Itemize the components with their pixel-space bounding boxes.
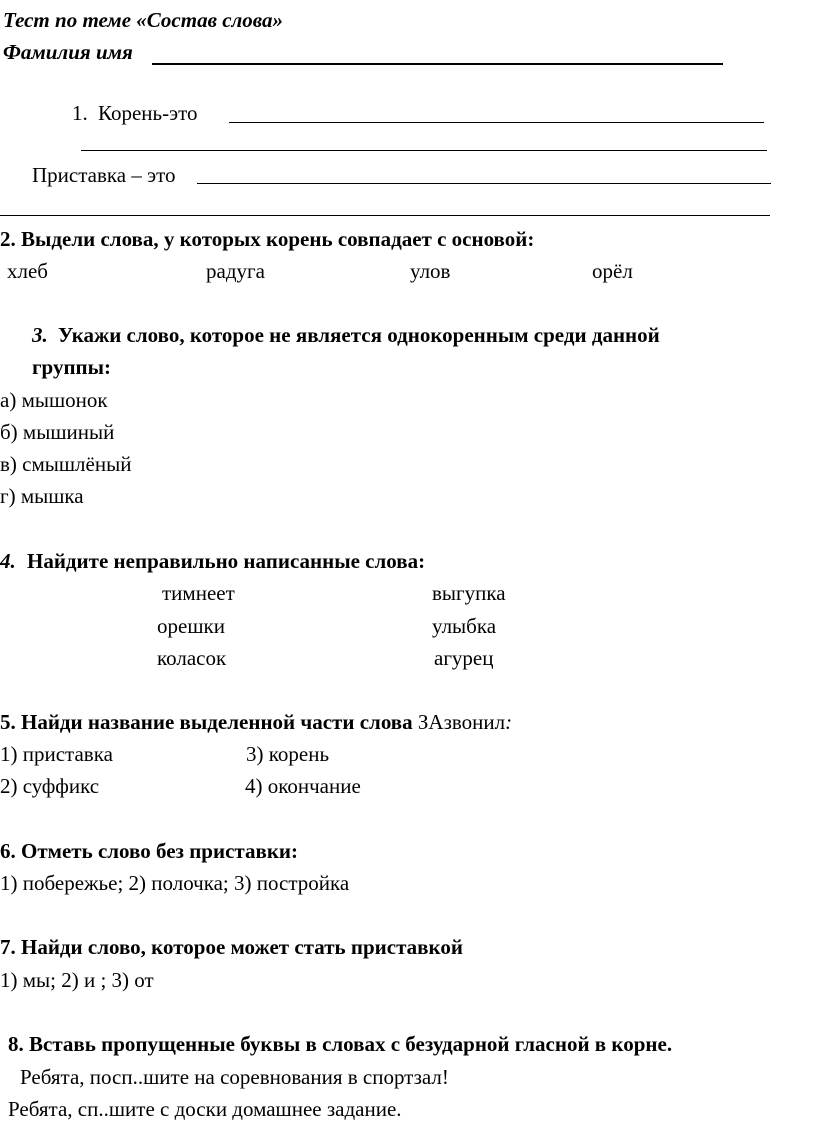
q2-word[interactable]: улов bbox=[410, 259, 451, 283]
page-title: Тест по теме «Состав слова» bbox=[3, 8, 284, 32]
q1-prefix-answer-line-2[interactable] bbox=[0, 215, 770, 216]
name-answer-line[interactable] bbox=[152, 63, 723, 65]
q8-title: 8. Вставь пропущенные буквы в словах с безударной гласной в корне. bbox=[8, 1032, 673, 1056]
q4-number: 4. bbox=[0, 549, 16, 573]
q1-answer-line-1[interactable] bbox=[229, 122, 764, 123]
q1-prefix-text: Приставка – это bbox=[32, 163, 176, 187]
q4-word[interactable]: коласок bbox=[157, 646, 227, 670]
q4-word[interactable]: тимнеет bbox=[162, 581, 235, 605]
q1-text: Корень-это bbox=[98, 101, 198, 125]
q5-word: ЗАзвонил bbox=[417, 710, 506, 734]
q8-sentence[interactable]: Ребята, посп..шите на соревнования в спортзал! bbox=[20, 1065, 449, 1089]
q1-prefix-answer-line[interactable] bbox=[197, 183, 771, 184]
q5-option[interactable]: 1) приставка bbox=[0, 742, 113, 766]
q5-option[interactable]: 2) суффикс bbox=[0, 774, 100, 798]
q8-sentence[interactable]: Ребята, сп..шите с доски домашнее задание. bbox=[8, 1097, 402, 1121]
q4-word[interactable]: агурец bbox=[434, 646, 494, 670]
q5-option[interactable]: 3) корень bbox=[246, 742, 330, 766]
q3-option[interactable]: а) мышонок bbox=[0, 388, 108, 412]
q1-answer-line-2[interactable] bbox=[81, 150, 767, 151]
q3-option[interactable]: г) мышка bbox=[0, 484, 84, 508]
q4-word[interactable]: улыбка bbox=[432, 614, 497, 638]
name-label: Фамилия имя bbox=[3, 40, 133, 64]
q2-word[interactable]: хлеб bbox=[7, 259, 48, 283]
q3-option[interactable]: в) смышлёный bbox=[0, 452, 132, 476]
q3-number: 3. bbox=[32, 323, 48, 347]
q5-colon: : bbox=[505, 710, 513, 734]
q4-word[interactable]: орешки bbox=[157, 614, 225, 638]
q1-number: 1. bbox=[72, 101, 88, 125]
q3-title-line-2: группы: bbox=[32, 355, 112, 379]
q2-word[interactable]: радуга bbox=[206, 259, 265, 283]
q2-title: 2. Выдели слова, у которых корень совпадает с основой: bbox=[0, 227, 535, 251]
q5-option[interactable]: 4) окончание bbox=[245, 774, 361, 798]
q5-title: 5. Найди название выделенной части слова bbox=[0, 710, 413, 734]
q5-title-row bbox=[0, 712, 512, 733]
q7-options[interactable]: 1) мы; 2) и ; 3) от bbox=[0, 968, 154, 992]
q6-title: 6. Отметь слово без приставки: bbox=[0, 839, 299, 863]
q6-options[interactable]: 1) побережье; 2) полочка; 3) постройка bbox=[0, 871, 350, 895]
q3-option[interactable]: б) мышиный bbox=[0, 420, 115, 444]
q7-title: 7. Найди слово, которое может стать приставкой bbox=[0, 935, 463, 959]
q3-title-line-1: Укажи слово, которое не является однокоренным среди данной bbox=[58, 323, 660, 347]
q4-title: Найдите неправильно написанные слова: bbox=[27, 549, 426, 573]
q2-word[interactable]: орёл bbox=[592, 259, 633, 283]
q4-word[interactable]: выгупка bbox=[432, 581, 506, 605]
